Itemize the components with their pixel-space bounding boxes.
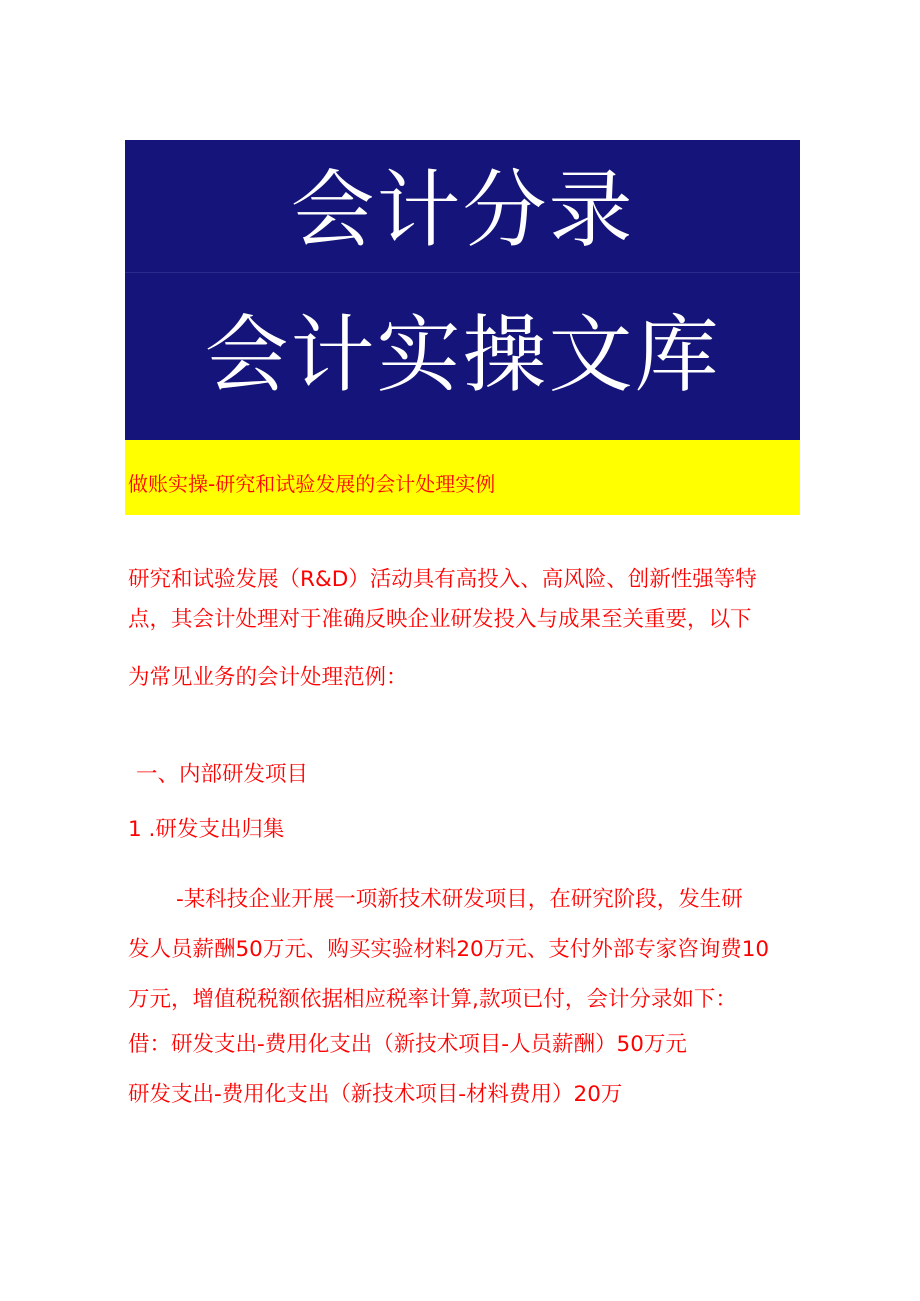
body-line-1: -某科技企业开展一项新技术研发项目，在研究阶段，发生研 <box>176 887 743 912</box>
subtitle-bar <box>125 440 800 515</box>
subtitle-text: 做账实操-研究和试验发展的会计处理实例 <box>128 472 496 496</box>
body-line-3: 万元，增值税税额依据相应税率计算,款项已付，会计分录如下： <box>128 987 737 1012</box>
banner-title-line-1: 会计分录 <box>290 161 635 259</box>
intro-line-1: 研究和试验发展（R&D）活动具有高投入、高风险、创新性强等特 <box>128 567 757 592</box>
body-line-2: 发人员薪酬50万元、购买实验材料20万元、支付外部专家咨询费10 <box>128 937 770 962</box>
journal-entry-line-1: 借：研发支出-费用化支出（新技术项目-人员薪酬）50万元 <box>128 1032 687 1057</box>
intro-line-3: 为常见业务的会计处理范例： <box>128 665 408 690</box>
journal-entry-line-2: 研发支出-费用化支出（新技术项目-材料费用）20万 <box>128 1082 623 1107</box>
banner-title-line-2: 会计实操文库 <box>204 306 721 404</box>
subsection-heading: 1 .研发支出归集 <box>128 817 285 842</box>
intro-line-2: 点，其会计处理对于准确反映企业研发投入与成果至关重要，以下 <box>128 607 752 632</box>
title-banner <box>125 140 800 440</box>
banner-divider <box>125 272 800 273</box>
section-heading: 一、内部研发项目 <box>136 762 309 787</box>
